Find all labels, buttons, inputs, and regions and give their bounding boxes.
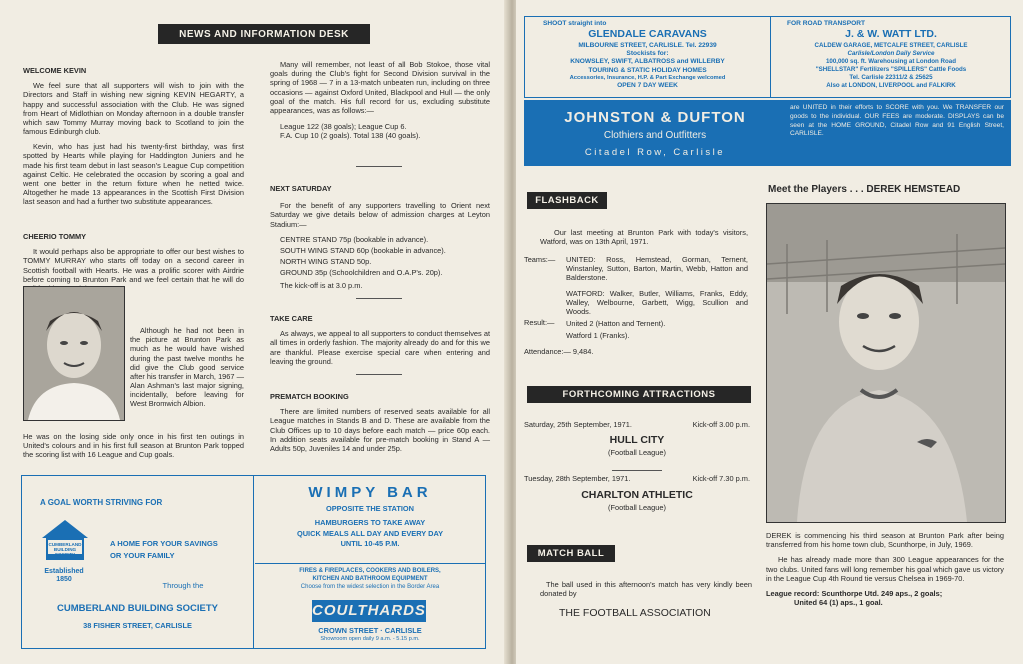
next-saturday-title: NEXT SATURDAY	[270, 184, 332, 193]
glendale-line-2: TOURING & STATIC HOLIDAY HOMES	[588, 66, 707, 74]
cheerio-paragraph-1: It would perhaps also be appropriate to offer our best wishes to TOMMY MURRAY who starts off today on a second career in Scottish football with Hearts. He was a prolific scorer with Airdrie before coming to Brunton Park and we feel certain that he will do	[23, 247, 244, 284]
match-ball-donor: THE FOOTBALL ASSOCIATION	[559, 607, 711, 619]
news-column-2	[270, 60, 490, 140]
flashback-body	[540, 228, 748, 246]
watt-line-5: Tel. Carlisle 22311/2 & 25625	[849, 74, 933, 82]
player-portrait-icon	[767, 204, 1005, 522]
cbs-logo-text	[46, 542, 84, 557]
watt-line-2: Carlisle/London Daily Service	[847, 50, 935, 58]
player-paragraph-2: He has already made more than 300 League appearances for the two clubs. United fans will long remember his goal which gave us victory in the League Cup 4th Round tie versus Chelsea in 1969-70.	[766, 555, 1004, 583]
section-divider	[356, 166, 402, 167]
fixture-date: Saturday, 25th September, 1971.	[524, 420, 632, 429]
take-care-section	[270, 314, 490, 366]
glendale-address: MILBOURNE STREET, CARLISLE. Tel. 22939	[578, 42, 717, 49]
glendale-line-4: OPEN 7 DAY WEEK	[617, 82, 678, 90]
jd-name: JOHNSTON & DUFTON	[564, 109, 746, 126]
prematch-booking-paragraph: There are limited numbers of reserved seats available for all League matches in Stands B and D. These are available from the Club Offices up to 10 days before each match — price 60p each. In addition seats available for pre-match booking in Stand A — Adults 50p, Juveniles 14 and under 25p.	[270, 407, 490, 453]
wimpy-name: WIMPY BAR	[308, 484, 432, 501]
watt-line-1: CALDEW GARAGE, METCALFE STREET, CARLISLE	[814, 42, 968, 49]
watt-line-6: Also at LONDON, LIVERPOOL and FALKIRK	[826, 82, 956, 90]
left-advert-panel	[21, 475, 486, 649]
record-line-1: League 122 (38 goals); League Cup 6.	[280, 122, 407, 132]
coulthards-hours: Showroom open daily 9 a.m. - 5.15 p.m.	[320, 636, 420, 642]
section-divider	[356, 374, 402, 375]
fixture-team: CHARLTON ATHLETIC	[581, 489, 693, 502]
coulthards-line-1: FIRES & FIREPLACES, COOKERS AND BOILERS,	[299, 568, 441, 574]
section-divider	[356, 298, 402, 299]
price-line: NORTH WING STAND 50p.	[280, 256, 372, 266]
cbs-through: Through the	[162, 581, 204, 590]
fixture-competition: (Football League)	[608, 503, 666, 513]
match-ball-header: MATCH BALL	[527, 545, 615, 562]
result-watford: Watford 1 (Franks).	[566, 330, 630, 340]
wimpy-subtitle: OPPOSITE THE STATION	[325, 504, 414, 513]
cbs-tagline-2: OR YOUR FAMILY	[110, 551, 175, 561]
watt-line-3: 100,000 sq. ft. Warehousing at London Road	[825, 58, 957, 66]
wimpy-line-2: QUICK MEALS ALL DAY AND EVERY DAY	[296, 528, 444, 538]
player-portrait-icon	[24, 287, 124, 420]
next-saturday-section	[270, 184, 490, 290]
watt-details	[772, 42, 1010, 90]
fixture-kickoff: Kick-off 3.00 p.m.	[692, 420, 750, 429]
result-label: Result:—	[524, 318, 555, 327]
news-header: NEWS AND INFORMATION DESK	[158, 24, 370, 44]
cbs-logo-line-2: BUILDING SOCIETY	[53, 547, 77, 558]
cbs-tagline	[110, 538, 218, 562]
welcome-title: WELCOME KEVIN	[23, 66, 87, 75]
top-advert-panel	[524, 16, 1011, 98]
glendale-name: GLENDALE CARAVANS	[588, 28, 707, 40]
result-lines	[566, 318, 748, 342]
glendale-details	[525, 42, 770, 90]
cbs-name: CUMBERLAND BUILDING SOCIETY	[57, 603, 218, 614]
advert-divider	[253, 476, 254, 648]
fixture-1	[524, 420, 750, 457]
coulthards-line-3: Choose from the widest selection in the Border Area	[300, 583, 440, 590]
player-record-2: United 64 (1) aps., 1 goal.	[794, 598, 883, 608]
johnston-dufton-banner	[524, 100, 1011, 166]
match-ball-text: The ball used in this afternoon's match has very kindly been donated by	[540, 580, 752, 599]
coulthards-line-2: KITCHEN AND BATHROOM EQUIPMENT	[312, 575, 428, 582]
wimpy-line-3: UNTIL 10-45 P.M.	[340, 539, 400, 549]
right-page	[516, 0, 1023, 664]
watt-pre: FOR ROAD TRANSPORT	[787, 20, 866, 27]
teams-list	[566, 255, 748, 316]
watford-lineup: WATFORD: Walker, Butler, Williams, Franks, Eddy, Walley, Welbourne, Garbett, Wigg, Scullion and Woods.	[566, 288, 748, 316]
fixture-kickoff: Kick-off 7.30 p.m.	[692, 474, 750, 483]
welcome-paragraph-1: We feel sure that all supporters will wish to join with the Directors and Staff in wishing new signing KEVIN HEGARTY, a happy and successful association with the Club. He was signed from Heart of Midlothian on Monday afternoon in a double transfer which saw Tommy Murray moving back to Scotland to join the famous Edinburgh club.	[23, 81, 244, 137]
player-record-1: League record: Scunthorpe Utd. 249 aps., 2 goals;	[766, 588, 943, 598]
flashback-intro: Our last meeting at Brunton Park with today's visitors, Watford, was on 13th April, 1971.	[540, 228, 748, 247]
fixture-team: HULL CITY	[609, 434, 665, 447]
kickoff-time: The kick-off is at 3.0 p.m.	[280, 281, 363, 291]
coulthards-logo: COULTHARDS	[312, 600, 426, 622]
glendale-line-3: Accessories, Insurance, H.P. & Part Exchange welcomed	[569, 74, 726, 81]
cbs-tagline-1: A HOME FOR YOUR SAVINGS	[110, 539, 218, 548]
cheerio-wrap-text	[130, 326, 244, 409]
attendance: Attendance:— 9,484.	[524, 347, 594, 356]
cbs-headline: A GOAL WORTH STRIVING FOR	[40, 498, 163, 507]
fixture-competition: (Football League)	[608, 448, 666, 458]
prematch-booking-title: PREMATCH BOOKING	[270, 392, 349, 401]
cheerio-end	[23, 432, 244, 460]
welcome-paragraph-2: Kevin, who has just had his twenty-first birthday, was first spotted by Hearts while playing for Haddington Juniers and he made his first team debut in last season's League Cup competition against Celtic. He celebrated the occasion by scoring a goal and went one better in the return fixture when he netted twice. Altogether he made 13 appearances in the Scottish First Division last season and had a further two substitute appearances.	[23, 142, 244, 207]
prematch-booking-section	[270, 392, 490, 453]
next-saturday-intro: For the benefit of any supporters travelling to Orient next Saturday we give details below of admission charges at Leyton Stadium:—	[270, 201, 490, 229]
glendale-stockists: Stockists for:	[626, 50, 669, 58]
take-care-paragraph: As always, we appeal to all supporters to conduct themselves at all times in orderly fashion. The majority already do and for this we are thankful. Please exercise special care when entering and leaving the ground.	[270, 329, 490, 366]
wimpy-line-1: HAMBURGERS TO TAKE AWAY	[314, 518, 426, 527]
cbs-address: 38 FISHER STREET, CARLISLE	[83, 621, 192, 630]
tommy-murray-photo	[23, 286, 125, 421]
glendale-line-1: KNOWSLEY, SWIFT, ALBATROSS and WILLERBY	[570, 58, 725, 66]
glendale-pre: SHOOT straight into	[543, 20, 607, 27]
coulthards-street: CROWN STREET · CARLISLE	[318, 626, 422, 635]
result-united: United 2 (Hatton and Ternent).	[566, 319, 666, 328]
advert-divider-horizontal	[255, 563, 485, 564]
flashback-header: FLASHBACK	[527, 192, 607, 209]
derek-hemstead-photo	[766, 203, 1006, 523]
watt-name: J. & W. WATT LTD.	[845, 28, 937, 40]
player-heading: Meet the Players . . . DEREK HEMSTEAD	[768, 184, 961, 195]
cheerio-title: CHEERIO TOMMY	[23, 232, 87, 241]
stokoe-paragraph: Many will remember, not least of all Bob Stokoe, those vital goals during the Club's fight for Second Division survival in the spring of 1968 — 7 in a 13-match unbeaten run, including on three occasions — against Oxford United, Blackpool and Hull — the only goal of the match. His full record for us, excluding substitute appearances, was as follows:—	[270, 60, 490, 115]
united-lineup: UNITED: Ross, Hemstead, Gorman, Ternent, Winstanley, Sutton, Barton, Martin, Webb, Hatton and Balderstone.	[566, 255, 748, 283]
cheerio-paragraph-2: Although he had not been in the picture at Brunton Park as much as he would have wished during the past twelve months he did give the Club good service after his transfer in March, 1967 — Alan Ashman's last major signing, incidentally, before leaving for West Bromwich Albion.	[130, 326, 244, 409]
watt-line-4: "SHELLSTAR" Fertilizers "SPILLERS" Cattle Foods	[815, 66, 967, 74]
cheerio-section	[23, 232, 244, 293]
jd-address: Citadel Row, Carlisle	[584, 147, 726, 158]
cbs-logo-line-1: CUMBERLAND	[48, 542, 82, 547]
fixture-date: Tuesday, 28th September, 1971.	[524, 474, 631, 483]
player-bio	[766, 531, 1004, 607]
cbs-house-logo	[40, 518, 90, 562]
advert-divider	[770, 17, 771, 97]
wimpy-details	[255, 518, 485, 550]
news-column-1	[23, 66, 244, 206]
take-care-title: TAKE CARE	[270, 314, 313, 323]
left-page	[0, 0, 508, 664]
jd-subtitle: Clothiers and Outfitters	[603, 130, 707, 141]
coulthards-details	[255, 568, 485, 591]
price-line: GROUND 35p (Schoolchildren and O.A.P's. 20p).	[280, 268, 443, 278]
fixture-2	[524, 474, 750, 512]
price-line: CENTRE STAND 75p (bookable in advance).	[280, 234, 429, 244]
player-paragraph-1: DEREK is commencing his third season at Brunton Park after being transferred from his home town club, Scunthorpe, in July, 1969.	[766, 531, 1004, 550]
record-line-2: F.A. Cup 10 (2 goals). Total 138 (40 goals).	[280, 131, 421, 141]
cheerio-paragraph-3: He was on the losing side only once in his first ten outings in United's colours and in his first full season at Brunton Park topped the scoring list with 16 League and Cup goals.	[23, 432, 244, 460]
match-ball-body	[540, 580, 752, 598]
price-line: SOUTH WING STAND 60p (bookable in advance).	[280, 245, 446, 255]
cbs-established: Established 1850	[44, 568, 84, 584]
teams-label: Teams:—	[524, 255, 556, 264]
section-divider	[612, 470, 662, 471]
jd-blurb: are UNITED in their efforts to SCORE with you. We TRANSFER our goods to the individual. OUR FEES are moderate. DISPLAYS can be seen at the HOME GROUND, Citadel Row and 91 English Street, CARLISLE.	[790, 104, 1004, 138]
forthcoming-header: FORTHCOMING ATTRACTIONS	[527, 386, 751, 403]
